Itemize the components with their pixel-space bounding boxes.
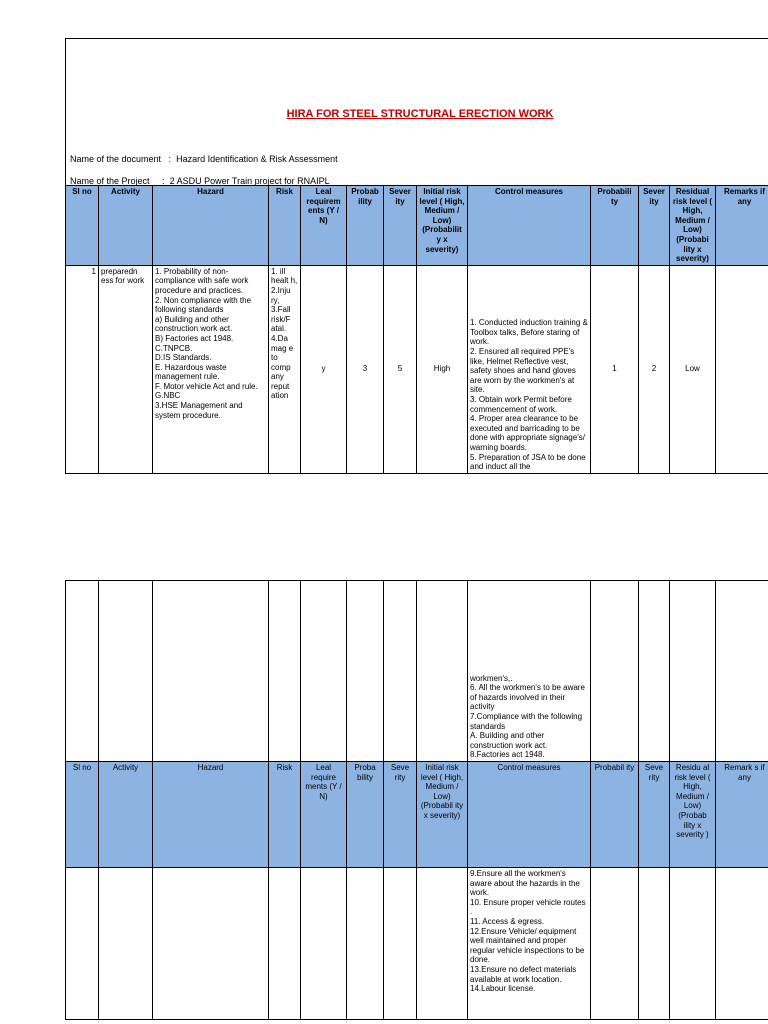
- meta-label: Name of the document :: [70, 154, 172, 164]
- cell-empty: [301, 868, 347, 1020]
- col-hazard: Hazard: [153, 186, 269, 266]
- cell-empty: [639, 868, 670, 1020]
- hira-table-page1: [65, 185, 768, 474]
- meta-label: Name of the Project :: [70, 176, 165, 186]
- col-severity: Seve rity: [384, 762, 417, 868]
- cell-empty: [269, 868, 301, 1020]
- col-initial-risk: Initial risk level ( High, Medium / Low) (Probabilit y x severity): [417, 186, 468, 266]
- cell-empty: [670, 868, 716, 1020]
- document-header-frame: [65, 38, 768, 186]
- col-probability-residual: Probabili ty: [591, 186, 639, 266]
- cell-empty: [716, 581, 768, 762]
- cell-probability-residual: 1: [591, 265, 639, 473]
- col-residual-risk: Residual risk level ( High, Medium / Low) (Probabi lity x severity): [670, 186, 716, 266]
- col-severity: Sever ity: [384, 186, 417, 266]
- cell-severity-residual: 2: [639, 265, 670, 473]
- cell-legal: y: [301, 265, 347, 473]
- table-header-row: [66, 762, 768, 868]
- col-sl-no: Sl no: [66, 762, 99, 868]
- col-sl-no: Sl no: [66, 186, 99, 266]
- col-hazard: Hazard: [153, 762, 269, 868]
- cell-empty: [99, 868, 153, 1020]
- cell-empty: [639, 581, 670, 762]
- cell-remarks: [716, 265, 768, 473]
- col-control-measures: Control measures: [468, 762, 591, 868]
- cell-empty: [66, 581, 99, 762]
- cell-empty: [417, 581, 468, 762]
- cell-empty: [591, 581, 639, 762]
- col-residual-risk: Residu al risk level ( High, Medium / Low) (Probab ility x severity ): [670, 762, 716, 868]
- col-probability: Proba bility: [347, 762, 384, 868]
- col-probability-residual: Probabil ity: [591, 762, 639, 868]
- cell-empty: [591, 868, 639, 1020]
- col-severity-residual: Seve rity: [639, 762, 670, 868]
- table-row-continued: [66, 581, 768, 762]
- cell-control-measures: 1. Conducted induction training & Toolbox talks, Before staring of work. 2. Ensured all required PPE's like, Helmet Reflective vest, safety shoes and hand gloves are worn by the workmen's at site. 3. Obtain work Permit before commencement of work. 4. Proper area clearance to be executed and barricading to be done with appropriate signage's/ warning boards. 5. Preparation of JSA to be done and induct all the: [468, 265, 591, 473]
- col-probability: Probab ility: [347, 186, 384, 266]
- cell-empty: [66, 868, 99, 1020]
- cell-empty: [670, 581, 716, 762]
- cell-empty: [301, 581, 347, 762]
- cell-empty: [384, 868, 417, 1020]
- cell-control-measures-continued: workmen's,. 6. All the workmen's to be aware of hazards involved in their activity 7.Compliance with the following standards A. Building and other construction work act. 8.Factories act 1948.: [468, 581, 591, 762]
- cell-empty: [384, 581, 417, 762]
- meta-value: 2 ASDU Power Train project for RNAIPL: [169, 176, 330, 186]
- table-row: [66, 265, 768, 473]
- col-severity-residual: Sever ity: [639, 186, 670, 266]
- col-legal: Leal requirem ents (Y / N): [301, 186, 347, 266]
- cell-sl-no: 1: [66, 265, 99, 473]
- col-activity: Activity: [99, 762, 153, 868]
- cell-residual-risk: Low: [670, 265, 716, 473]
- cell-control-measures: 9.Ensure all the workmen's aware about the hazards in the work. 10. Ensure proper vehicle routes . 11. Access & egress. 12.Ensure Vehicle/ equipment well maintained and proper regular vehicle inspections to be done. 13.Ensure no defect materials available at work location. 14.Labour license.: [468, 868, 591, 1020]
- cell-empty: [269, 581, 301, 762]
- cell-empty: [347, 868, 384, 1020]
- cell-empty: [153, 581, 269, 762]
- cell-probability: 3: [347, 265, 384, 473]
- col-risk: Risk: [269, 186, 301, 266]
- cell-empty: [417, 868, 468, 1020]
- cell-initial-risk: High: [417, 265, 468, 473]
- document-title: HIRA FOR STEEL STRUCTURAL ERECTION WORK: [286, 108, 554, 120]
- meta-document-name: [70, 154, 338, 164]
- hira-table-page2: [65, 580, 768, 1020]
- cell-empty: [347, 581, 384, 762]
- table-header-row: [66, 186, 768, 266]
- col-remarks: Remarks if any: [716, 186, 768, 266]
- col-legal: Leal require ments (Y / N): [301, 762, 347, 868]
- meta-value: Hazard Identification & Risk Assessment: [176, 154, 338, 164]
- col-control-measures: Control measures: [468, 186, 591, 266]
- cell-empty: [99, 581, 153, 762]
- cell-hazard: 1. Probability of non-compliance with safe work procedure and practices. 2. Non compliance with the following standards a) Building and other construction work act. B) Factories act 1948. C.TNPCB. D.IS Standards. E. Hazardous waste management rule. F. Motor vehicle Act and rule. G.NBC 3.HSE Management and system procedure.: [153, 265, 269, 473]
- cell-severity: 5: [384, 265, 417, 473]
- cell-empty: [153, 868, 269, 1020]
- cell-risk: 1. ill healt h, 2.Inju ry, 3.Fall risk/F atal. 4.Da mag e to comp any reput ation: [269, 265, 301, 473]
- cell-empty: [716, 868, 768, 1020]
- table-row: [66, 868, 768, 1020]
- col-activity: Activity: [99, 186, 153, 266]
- col-risk: Risk: [269, 762, 301, 868]
- col-remarks: Remark s if any: [716, 762, 768, 868]
- col-initial-risk: Initial risk level ( High, Medium / Low) (Probabil ity x severity): [417, 762, 468, 868]
- cell-activity: preparedn ess for work: [99, 265, 153, 473]
